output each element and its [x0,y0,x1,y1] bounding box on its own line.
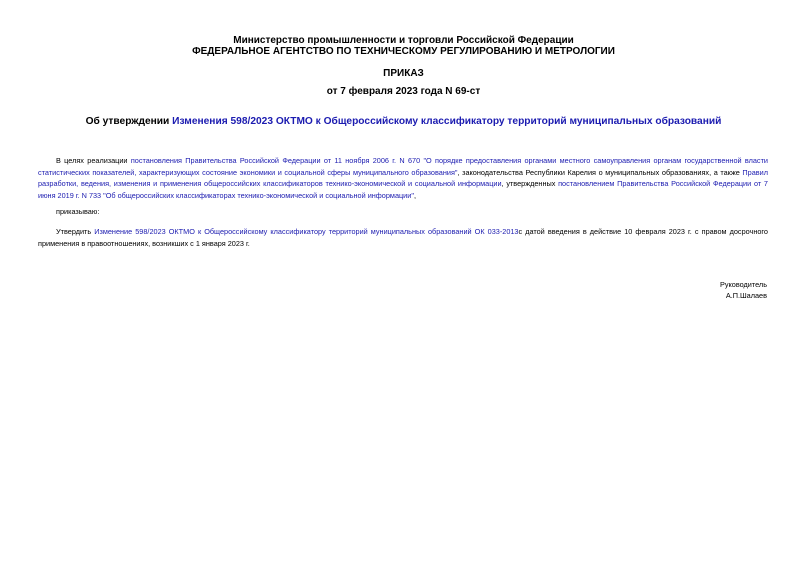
resolution-733-link[interactable]: постановлением Правительства Российской Федерации от 7 июня 2019 г. N 733 "Об общероссийских классификаторах технико-экономической и социальной информации" [38,179,768,200]
order-text-2: с датой введения в действие 10 февраля 2023 г. с правом досрочного применения в правоотношениях, возникших с 1 января 2023 г. [38,227,768,248]
signer-name: А.П.Шалаев [725,291,767,300]
signer-position: Руководитель [719,280,767,289]
order-paragraph [38,226,768,249]
preamble-text-2: , законодательства Республики Карелия о муниципальных образованиях, а также [457,167,743,177]
document-date: от 7 февраля 2023 года N 69-ст [326,86,481,97]
title-prefix: Об утверждении [85,116,173,127]
title-link[interactable]: Изменения 598/2023 ОКТМО к Общероссийскому классификатору территорий муниципальных образований [172,116,722,127]
document-title [0,116,807,127]
document-type: ПРИКАЗ [383,68,424,79]
preamble-text-1: В целях реализации [56,156,131,165]
amendment-link[interactable]: Изменение 598/2023 ОКТМО к Общероссийскому классификатору территорий муниципальных образований ОК 033-2013 [94,227,519,236]
agency-name: ФЕДЕРАЛЬНОЕ АГЕНТСТВО ПО ТЕХНИЧЕСКОМУ РЕГУЛИРОВАНИЮ И МЕТРОЛОГИИ [192,46,615,57]
resolution-670-link[interactable]: постановления Правительства Российской Федерации от 11 ноября 2006 г. N 670 "О порядке предоставления органами местного самоуправления органам государственной власти статистических показателей, характеризующих состояние экономики и социальной сферы муниципального образования" [38,156,768,177]
ministry-name: Министерство промышленности и торговли Российской Федерации [233,35,574,46]
classifier-rules-link[interactable]: Правил разработки, ведения, изменения и применения общероссийских классификаторов технико-экономической и социальной информации [38,167,768,188]
order-text-1: Утвердить [56,227,95,236]
order-phrase: приказываю: [56,207,100,216]
preamble-paragraph [38,155,768,201]
preamble-text-4: , [413,190,416,200]
preamble-text-3: , утвержденных [501,179,559,188]
